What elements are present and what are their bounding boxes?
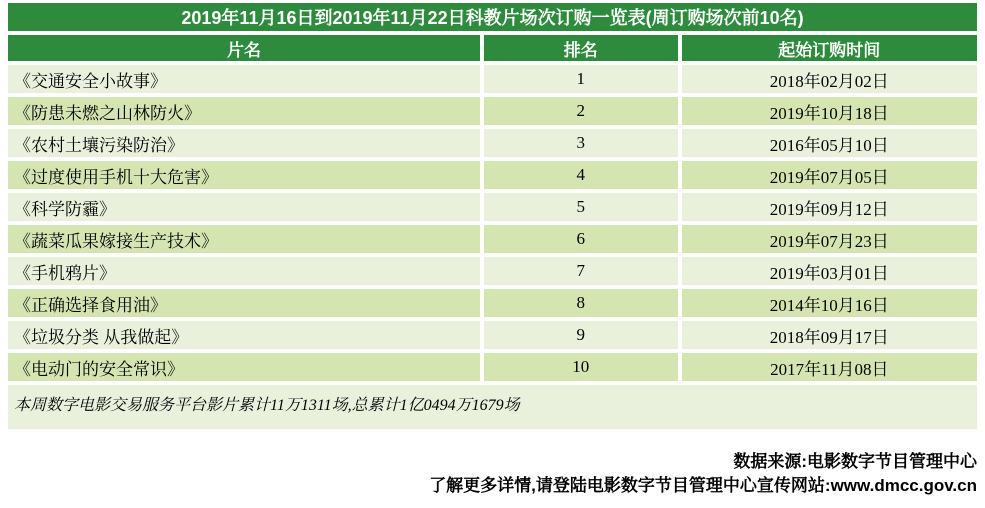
bottom-notes (429, 450, 977, 498)
rank-cell: 2 (484, 97, 678, 125)
rank-cell: 3 (484, 129, 678, 157)
film-name-cell: 《交通安全小故事》 (8, 65, 480, 93)
rank-cell: 6 (484, 225, 678, 253)
rank-cell: 5 (484, 193, 678, 221)
table-row (8, 289, 977, 317)
column-header-name: 片名 (8, 35, 480, 61)
film-name-cell: 《手机鸦片》 (8, 257, 480, 285)
table-row (8, 321, 977, 349)
film-name-cell: 《农村土壤污染防治》 (8, 129, 480, 157)
film-name-cell: 《蔬菜瓜果嫁接生产技术》 (8, 225, 480, 253)
title-row (8, 3, 977, 31)
rank-cell: 9 (484, 321, 678, 349)
date-cell: 2019年03月01日 (682, 257, 977, 285)
date-cell: 2018年02月02日 (682, 65, 977, 93)
summary-row (8, 385, 977, 429)
more-info-text: 了解更多详情,请登陆电影数字节目管理中心宣传网站:www.dmcc.gov.cn (429, 476, 977, 495)
rank-cell: 8 (484, 289, 678, 317)
column-header-rank: 排名 (484, 35, 678, 61)
table-row (8, 129, 977, 157)
table-row (8, 225, 977, 253)
film-name-cell: 《科学防霾》 (8, 193, 480, 221)
data-source-text: 数据来源:电影数字节目管理中心 (733, 452, 977, 471)
rank-cell: 1 (484, 65, 678, 93)
film-name-cell: 《电动门的安全常识》 (8, 353, 480, 381)
table-row (8, 97, 977, 125)
date-cell: 2018年09月17日 (682, 321, 977, 349)
film-name-cell: 《防患未燃之山林防火》 (8, 97, 480, 125)
film-name-cell: 《过度使用手机十大危害》 (8, 161, 480, 189)
table-row (8, 161, 977, 189)
date-cell: 2019年10月18日 (682, 97, 977, 125)
date-cell: 2017年11月08日 (682, 353, 977, 381)
header-row (8, 35, 977, 61)
weekly-total-summary: 本周数字电影交易服务平台影片累计11万1311场,总累计1亿0494万1679场 (8, 385, 977, 429)
table-row (8, 353, 977, 381)
column-header-date: 起始订购时间 (682, 35, 977, 61)
date-cell: 2016年05月10日 (682, 129, 977, 157)
rank-cell: 10 (484, 353, 678, 381)
table-title: 2019年11月16日到2019年11月22日科教片场次订购一览表(周订购场次前10名) (8, 3, 977, 31)
date-cell: 2014年10月16日 (682, 289, 977, 317)
rank-cell: 7 (484, 257, 678, 285)
table-row (8, 193, 977, 221)
film-name-cell: 《正确选择食用油》 (8, 289, 480, 317)
rank-table (4, 0, 981, 433)
date-cell: 2019年09月12日 (682, 193, 977, 221)
rank-cell: 4 (484, 161, 678, 189)
table-row (8, 257, 977, 285)
date-cell: 2019年07月05日 (682, 161, 977, 189)
date-cell: 2019年07月23日 (682, 225, 977, 253)
film-name-cell: 《垃圾分类 从我做起》 (8, 321, 480, 349)
table-row (8, 65, 977, 93)
